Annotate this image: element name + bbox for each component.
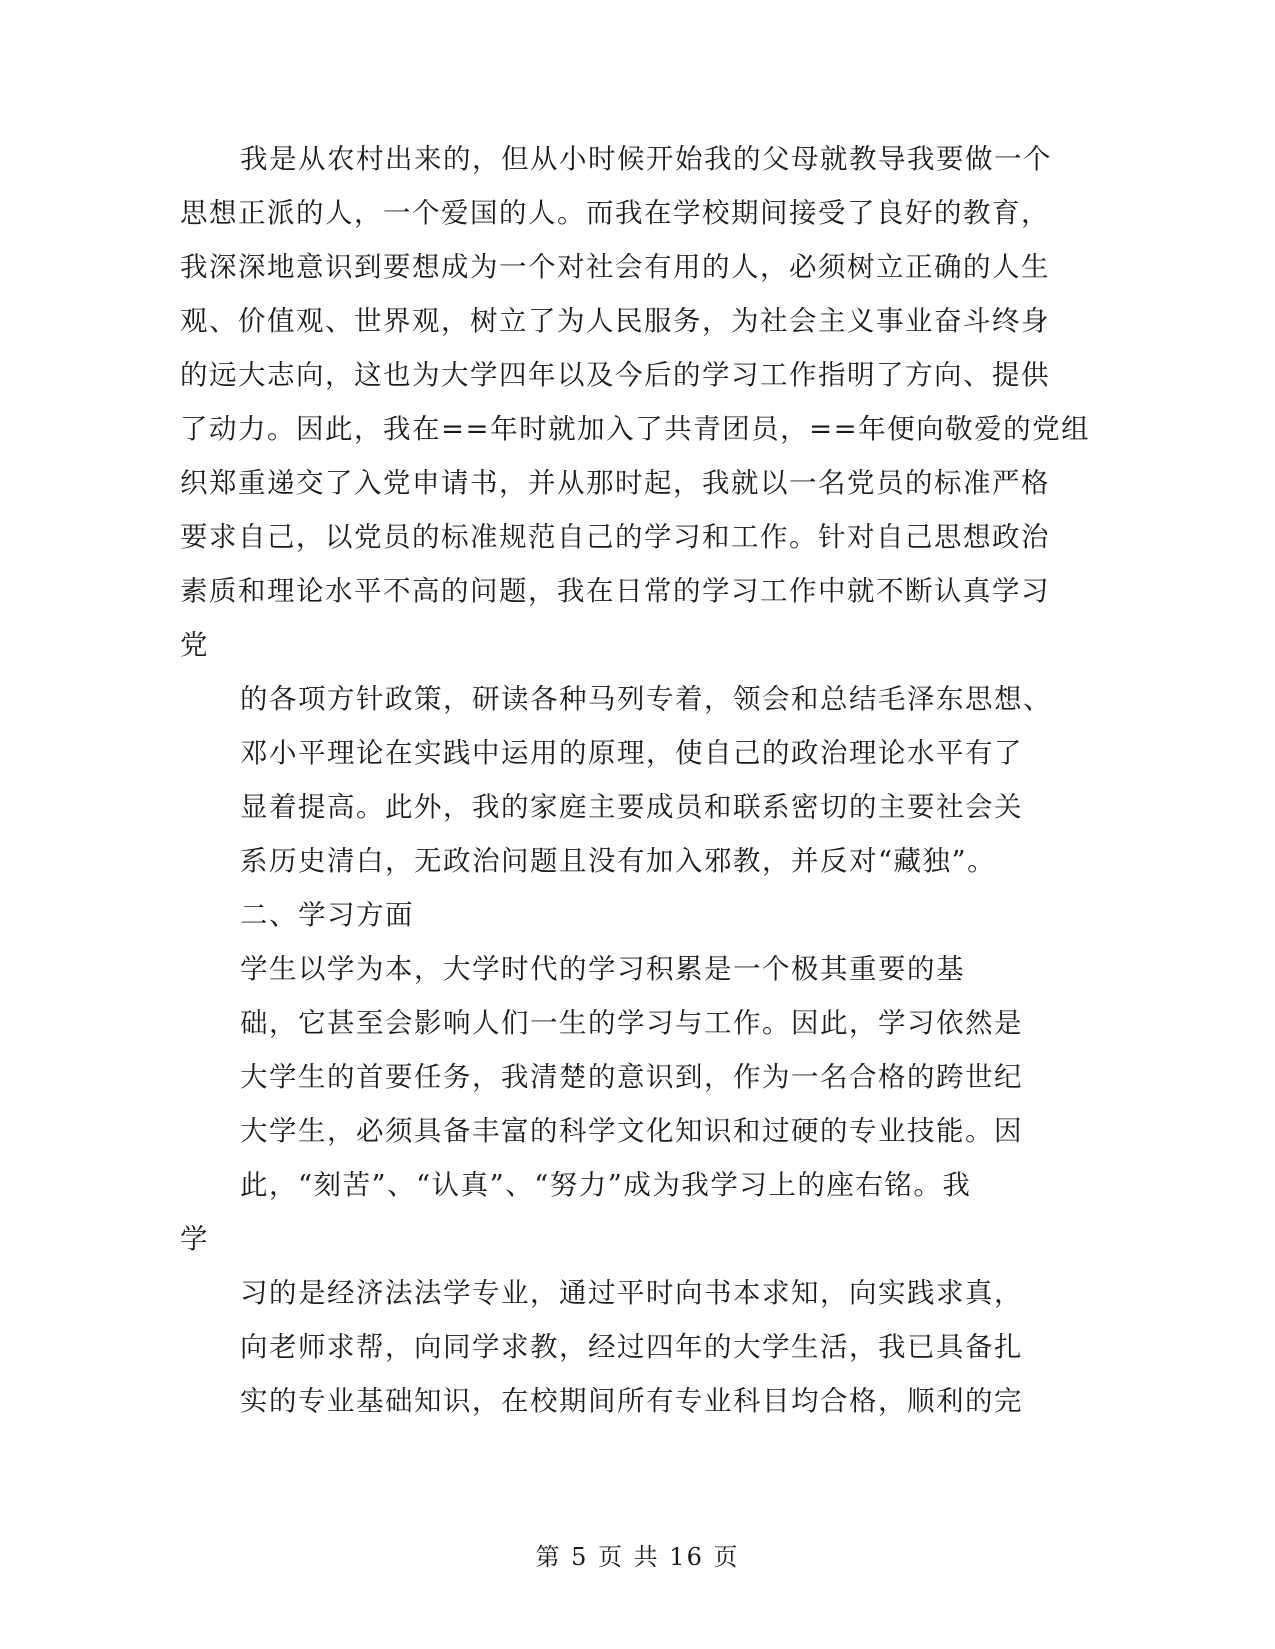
paragraph-1-line-3: 我深深地意识到要想成为一个对社会有用的人，必须树立正确的人生 bbox=[180, 251, 1050, 283]
paragraph-4-line-3: 实的专业基础知识，在校期间所有专业科目均合格，顺利的完 bbox=[240, 1385, 1023, 1417]
paragraph-3-line-2: 础，它甚至会影响人们一生的学习与工作。因此，学习依然是 bbox=[240, 1007, 1023, 1039]
page-footer: 第 5 页 共 16 页 bbox=[535, 1543, 740, 1571]
paragraph-2-line-1: 的各项方针政策，研读各种马列专着，领会和总结毛泽东思想、 bbox=[240, 683, 1052, 715]
paragraph-1-line-6: 了动力。因此，我在==年时就加入了共青团员，==年便向敬爱的党组 bbox=[180, 413, 1091, 445]
paragraph-4-line-2: 向老师求帮，向同学求教，经过四年的大学生活，我已具备扎 bbox=[240, 1331, 1023, 1363]
paragraph-2-line-4: 系历史清白，无政治问题且没有加入邪教，并反对“藏独”。 bbox=[240, 845, 997, 877]
paragraph-1-line-5: 的远大志向，这也为大学四年以及今后的学习工作指明了方向、提供 bbox=[180, 359, 1050, 391]
paragraph-1-line-2: 思想正派的人，一个爱国的人。而我在学校期间接受了良好的教育， bbox=[180, 197, 1050, 229]
paragraph-1-line-10: 党 bbox=[180, 629, 209, 661]
paragraph-1-line-1: 我是从农村出来的，但从小时候开始我的父母就教导我要做一个 bbox=[240, 143, 1052, 175]
paragraph-1-line-4: 观、价值观、世界观，树立了为人民服务，为社会主义事业奋斗终身 bbox=[180, 305, 1050, 337]
paragraph-3-line-6: 学 bbox=[180, 1223, 209, 1255]
paragraph-2-line-2: 邓小平理论在实践中运用的原理，使自己的政治理论水平有了 bbox=[240, 737, 1023, 769]
section-heading: 二、学习方面 bbox=[240, 899, 414, 931]
paragraph-1-line-7: 织郑重递交了入党申请书，并从那时起，我就以一名党员的标准严格 bbox=[180, 467, 1050, 499]
paragraph-3-line-4: 大学生，必须具备丰富的科学文化知识和过硬的专业技能。因 bbox=[240, 1115, 1023, 1147]
paragraph-3-line-3: 大学生的首要任务，我清楚的意识到，作为一名合格的跨世纪 bbox=[240, 1061, 1023, 1093]
paragraph-3-line-1: 学生以学为本，大学时代的学习积累是一个极其重要的基 bbox=[240, 953, 965, 985]
paragraph-3-line-5: 此，“刻苦”、“认真”、“努力”成为我学习上的座右铭。我 bbox=[240, 1169, 972, 1201]
paragraph-1-line-9: 素质和理论水平不高的问题，我在日常的学习工作中就不断认真学习 bbox=[180, 575, 1050, 607]
paragraph-2-line-3: 显着提高。此外，我的家庭主要成员和联系密切的主要社会关 bbox=[240, 791, 1023, 823]
paragraph-1-line-8: 要求自己，以党员的标准规范自己的学习和工作。针对自己思想政治 bbox=[180, 521, 1050, 553]
paragraph-4-line-1: 习的是经济法法学专业，通过平时向书本求知，向实践求真， bbox=[240, 1277, 1023, 1309]
